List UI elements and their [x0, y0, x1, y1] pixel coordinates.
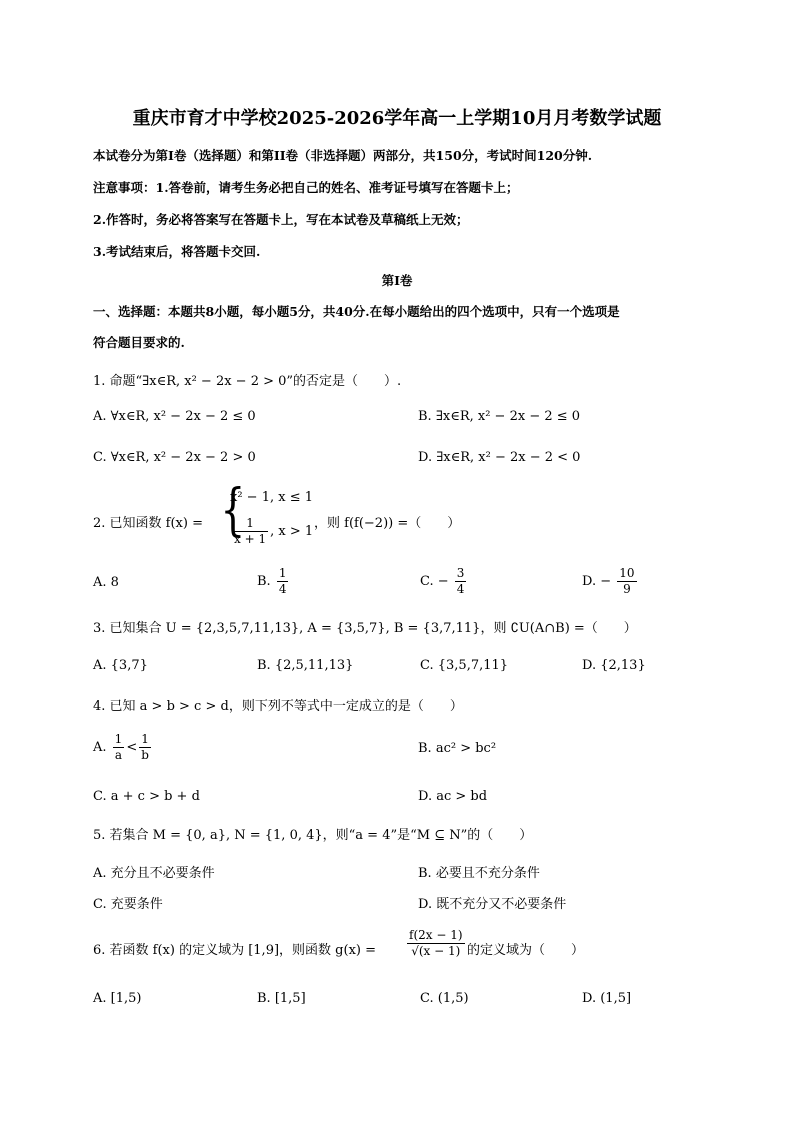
piecewise-case-2-denominator: x + 1	[234, 532, 267, 546]
question-4-option-a-numerator-1: 1	[114, 732, 123, 746]
question-5-option-b: B. 必要且不充分条件	[418, 866, 540, 881]
exam-title: 重庆市育才中学校2025-2026学年高一上学期10月月考数学试题	[132, 108, 662, 129]
question-4-option-c: C. a + c > b + d	[93, 789, 200, 804]
question-1-option-a: A. ∀x∈R, x² − 2x − 2 ≤ 0	[93, 409, 256, 424]
question-2-option-d	[582, 566, 639, 597]
question-2-option-b-denominator: 4	[278, 582, 287, 596]
question-6-option-b: B. [1,5]	[257, 991, 306, 1006]
question-4-option-a-less-than: <	[126, 740, 138, 755]
question-1-option-d: D. ∃x∈R, x² − 2x − 2 < 0	[418, 450, 581, 465]
question-1-option-c: C. ∀x∈R, x² − 2x − 2 > 0	[93, 450, 256, 465]
question-2-option-c-fraction	[455, 566, 467, 597]
question-6-fraction-numerator: f(2x − 1)	[409, 928, 463, 942]
question-5-option-d: D. 既不充分又不必要条件	[418, 897, 567, 912]
question-2-option-c-label: C. −	[420, 574, 449, 589]
question-6-fraction	[405, 928, 467, 959]
question-6-fraction-box	[407, 928, 465, 959]
question-2-option-a: A. 8	[93, 575, 119, 590]
piecewise-case-1: x² − 1, x ≤ 1	[230, 490, 313, 505]
question-4-option-a-fraction-2	[139, 732, 151, 763]
question-2-option-d-label: D. −	[582, 574, 612, 589]
question-2-option-c-denominator: 4	[456, 582, 465, 596]
question-5-stem: 5. 若集合 M = {0, a}, N = {1, 0, 4}，则“a = 4”是“M ⊆ N”的（ ）	[93, 828, 533, 843]
section-title: 第I卷	[381, 273, 413, 288]
question-3-stem: 3. 已知集合 U = {2,3,5,7,11,13}, A = {3,5,7}, B = {3,7,11}，则 ∁U(A∩B) =（ ）	[93, 621, 637, 636]
question-4-option-a-numerator-2: 1	[139, 732, 151, 748]
intro-line-1: 本试卷分为第I卷（选择题）和第II卷（非选择题）两部分，共150分，考试时间120分钟.	[93, 148, 593, 163]
question-4-option-a-label: A.	[93, 740, 107, 755]
question-2-option-c-numerator: 3	[456, 566, 465, 580]
question-1-option-b: B. ∃x∈R, x² − 2x − 2 ≤ 0	[418, 409, 581, 424]
section-desc-line-1: 一、选择题：本题共8小题，每小题5分，共40分.在每小题给出的四个选项中，只有一个选项是	[93, 304, 620, 319]
question-2-option-c	[420, 566, 468, 597]
question-3-option-d: D. {2,13}	[582, 658, 646, 673]
question-1-stem: 1. 命题“∃x∈R, x² − 2x − 2 > 0”的否定是（ ）.	[93, 374, 402, 389]
section-desc-line-2: 符合题目要求的.	[93, 335, 185, 350]
question-6-fraction-denominator: √(x − 1)	[411, 944, 461, 958]
question-2-option-b-fraction	[277, 566, 289, 597]
question-6-stem-prefix: 6. 若函数 f(x) 的定义域为 [1,9]，则函数 g(x) =	[93, 943, 376, 958]
question-4-option-a	[93, 732, 153, 763]
question-6-option-d: D. (1,5]	[582, 991, 632, 1006]
intro-line-2: 注意事项：1.答卷前，请考生务必把自己的姓名、准考证号填写在答题卡上；	[93, 180, 519, 195]
question-2-option-b-label: B.	[257, 574, 271, 589]
question-2-option-d-denominator: 9	[623, 582, 631, 596]
intro-line-4: 3.考试结束后，将答题卡交回.	[93, 244, 261, 259]
intro-line-3: 2.作答时，务必将答案写在答题卡上，写在本试卷及草稿纸上无效；	[93, 212, 469, 227]
question-4-option-a-denominator-2: b	[141, 748, 149, 762]
question-2-option-b-numerator: 1	[278, 566, 287, 580]
question-6-stem-suffix: 的定义域为（ ）	[467, 943, 585, 958]
question-4-option-d: D. ac > bd	[418, 789, 488, 804]
question-6-option-c: C. (1,5)	[420, 991, 469, 1006]
piecewise-case-2-condition: , x > 1	[270, 524, 314, 539]
question-2-option-d-fraction	[617, 566, 636, 597]
question-2-stem-suffix: ，则 f(f(−2)) =（ ）	[314, 516, 461, 531]
question-3-option-b: B. {2,5,11,13}	[257, 658, 354, 673]
question-3-option-a: A. {3,7}	[93, 658, 148, 673]
piecewise-case-2-numerator: 1	[232, 516, 268, 532]
question-6-option-a: A. [1,5)	[93, 991, 142, 1006]
question-4-stem: 4. 已知 a > b > c > d，则下列不等式中一定成立的是（ ）	[93, 699, 463, 714]
question-4-option-a-denominator-1: a	[114, 748, 123, 762]
question-4-option-b: B. ac² > bc²	[418, 741, 497, 756]
piecewise-brace: {	[220, 478, 246, 543]
question-4-option-a-fraction-1	[113, 732, 125, 763]
question-2-stem-prefix: 2. 已知函数 f(x) =	[93, 516, 203, 531]
question-3-option-c: C. {3,5,7,11}	[420, 658, 509, 673]
question-5-option-a: A. 充分且不必要条件	[93, 866, 215, 881]
piecewise-case-2-fraction	[232, 516, 268, 547]
question-2-option-b	[257, 566, 290, 597]
question-2-option-d-numerator: 10	[619, 566, 635, 580]
question-5-option-c: C. 充要条件	[93, 897, 163, 912]
piecewise-case-2	[230, 516, 313, 547]
